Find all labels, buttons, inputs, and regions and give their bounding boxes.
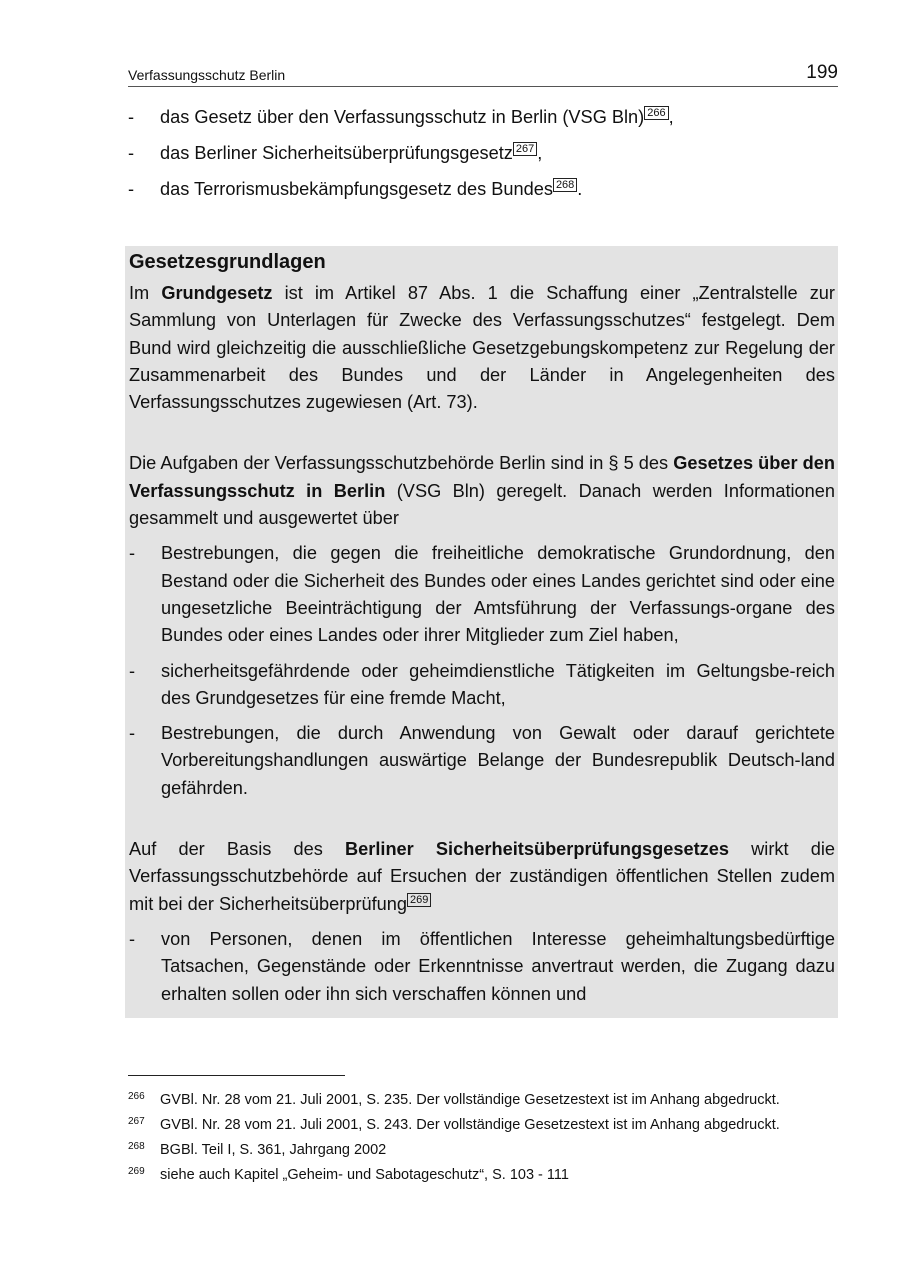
bold-term: Berliner Sicherheitsüberprüfungsgesetzes xyxy=(345,839,730,860)
header-title: Verfassungsschutz Berlin xyxy=(128,67,286,83)
footnote-number: 269 xyxy=(128,1166,145,1177)
footnote-text: BGBl. Teil I, S. 361, Jahrgang 2002 xyxy=(160,1142,387,1158)
list-dash: - xyxy=(129,543,136,564)
footnote-ref-link[interactable]: 266 xyxy=(644,106,668,120)
list-item xyxy=(129,540,835,649)
list-dash: - xyxy=(128,143,135,163)
footnote xyxy=(128,1113,838,1138)
list-item-text: Bestrebungen, die gegen die freiheitliche demokratische Grundordnung, den Bestand oder die Sicherheit des Bundes oder eines Landes gerichtet sind oder eine ungesetzliche Beeinträchtigung der Amtsführung der Verfassungs-organe des Bundes oder eines Landes oder ihrer Mitglieder zum Ziel haben, xyxy=(161,543,835,646)
list-dash: - xyxy=(128,107,135,127)
footnote-divider xyxy=(128,1075,345,1076)
text-run: Die Aufgaben der Verfassungsschutzbehörde Berlin sind in § 5 des xyxy=(129,453,674,474)
list-item-text: das Gesetz über den Verfassungsschutz in Berlin (VSG Bln) xyxy=(160,107,645,127)
list-dash: - xyxy=(128,179,135,199)
page-number: 199 xyxy=(806,62,838,83)
list-item-punct: . xyxy=(577,179,583,199)
footnote-text: GVBl. Nr. 28 vom 21. Juli 2001, S. 243. Der vollständige Gesetzestext ist im Anhang abgedruckt. xyxy=(160,1117,780,1133)
text-run: Auf der Basis des xyxy=(129,839,346,860)
text-run: (VSG Bln) geregelt. Danach werden Informationen gesammelt und ausgewertet über xyxy=(129,480,835,529)
running-header xyxy=(128,62,838,87)
legal-basis-box xyxy=(125,246,838,1018)
list-item xyxy=(129,926,835,1008)
text-run: Im xyxy=(129,283,162,303)
footnote-ref-link[interactable]: 267 xyxy=(513,142,537,156)
list-item-punct: , xyxy=(668,107,674,127)
intro-law-list xyxy=(128,104,838,212)
list-item-text: Bestrebungen, die durch Anwendung von Gewalt oder darauf gerichtete Vorbereitungshandlungen auswärtige Belange der Bundesrepublik Deutsch-land gefährden. xyxy=(161,723,835,798)
text-run: ist im Artikel 87 Abs. 1 die Schaffung einer „Zentralstelle zur Sammlung von Unterlagen für Zwecke des Verfassungsschutzes“ festgelegt. Dem Bund wird gleichzeitig die ausschließliche Gesetzgebungskompetenz zur Regelung der Zusammenarbeit des Bundes und der Länder in Angelegenheiten des Verfassungsschutzes zugewiesen (Art. 73). xyxy=(129,283,835,413)
list-item xyxy=(128,104,838,131)
footnote xyxy=(128,1088,838,1113)
list-item-punct: , xyxy=(537,143,543,163)
list-item-text: sicherheitsgefährdende oder geheimdienstliche Tätigkeiten im Geltungsbe-reich des Grundgesetzes für eine fremde Macht, xyxy=(161,660,835,708)
list-item-text: von Personen, denen im öffentlichen Interesse geheimhaltungsbedürftige Tatsachen, Gegenstände oder Erkenntnisse anvertraut werden, die Zugang dazu erhalten sollen oder ihn sich verschaffen können und xyxy=(161,928,835,1004)
footnote-text: siehe auch Kapitel „Geheim- und Sabotageschutz“, S. 103 - 111 xyxy=(160,1167,569,1183)
list-dash: - xyxy=(129,928,136,949)
text-run: wirkt die Verfassungsschutzbehörde auf Ersuchen der zuständigen öffentlichen Stellen zudem mit bei der Sicherheitsüberprüfung xyxy=(129,839,835,914)
footnote-ref-link[interactable]: 269 xyxy=(407,893,431,907)
list-item-text: das Terrorismusbekämpfungsgesetz des Bundes xyxy=(160,179,553,199)
list-dash: - xyxy=(129,723,136,744)
footnote xyxy=(128,1163,838,1188)
list-dash: - xyxy=(129,660,136,681)
list-item xyxy=(129,658,835,713)
footnote-ref-link[interactable]: 268 xyxy=(553,178,577,192)
list-item-text: das Berliner Sicherheitsüberprüfungsgesetz xyxy=(160,143,513,163)
paragraph-vsg xyxy=(129,450,835,532)
footnotes xyxy=(128,1088,838,1188)
list-item xyxy=(128,140,838,167)
footnote-number: 267 xyxy=(128,1116,145,1127)
bold-term: Grundgesetz xyxy=(161,283,273,303)
paragraph-sueg xyxy=(129,836,835,918)
list-item xyxy=(129,720,835,802)
paragraph-spacer xyxy=(129,416,835,450)
footnote-text: GVBl. Nr. 28 vom 21. Juli 2001, S. 235. Der vollständige Gesetzestext ist im Anhang abgedruckt. xyxy=(160,1092,780,1108)
footnote xyxy=(128,1138,838,1163)
footnote-number: 268 xyxy=(128,1141,145,1152)
footnote-number: 266 xyxy=(128,1091,145,1102)
box-heading: Gesetzesgrundlagen xyxy=(129,251,326,273)
list-item xyxy=(128,176,838,203)
paragraph-grundgesetz xyxy=(129,280,835,416)
paragraph-spacer xyxy=(129,802,835,836)
bold-term: Gesetzes über den Verfassungsschutz in Berlin xyxy=(129,453,835,501)
